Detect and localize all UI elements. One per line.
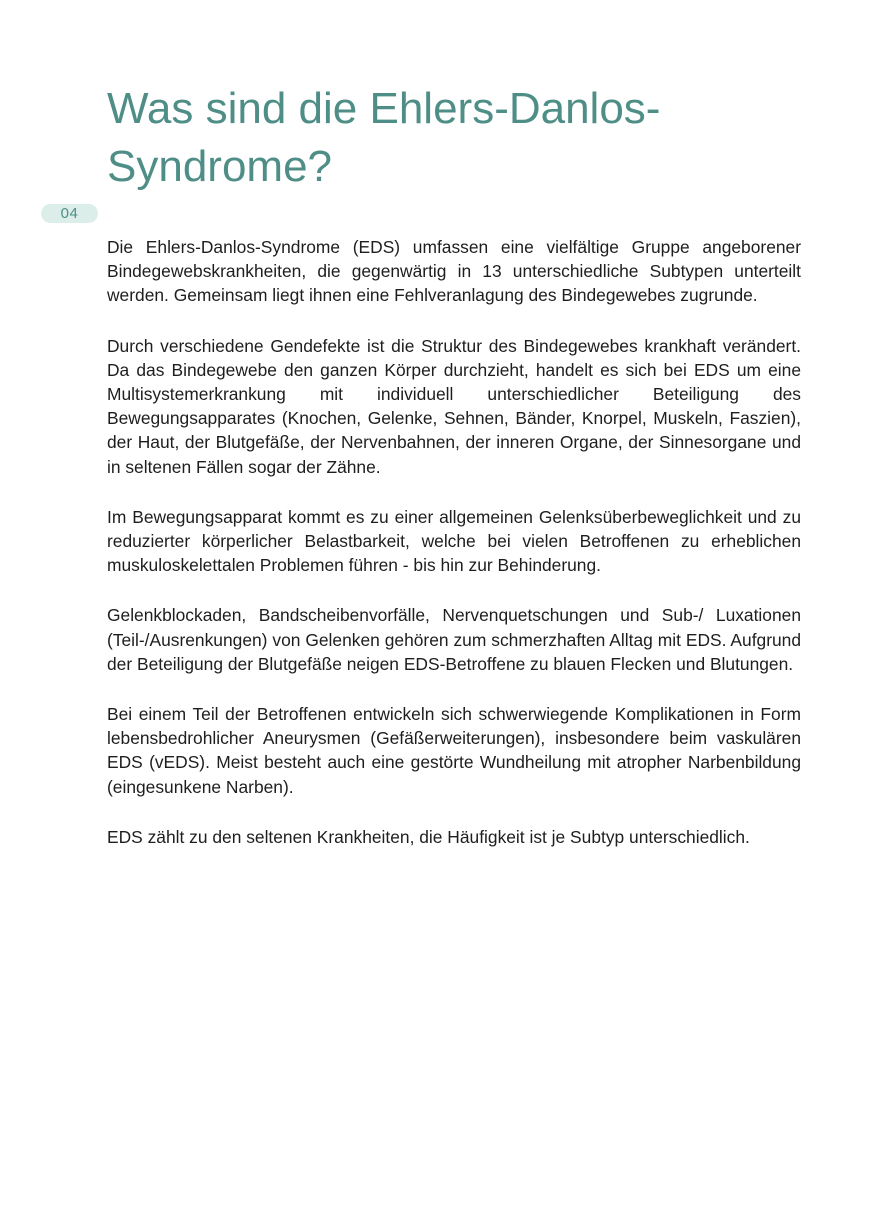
page-title-line-1: Was sind die Ehlers-Danlos- [107,84,661,133]
paragraph-gendefekte: Durch verschiedene Gendefekte ist die Struktur des Bindegewebes krankhaft verändert. Da das Bindegewebe den ganzen Körper durchzieht, handelt es sich bei EDS um eine Multisystemerkrankung mit individuell unterschiedlicher Beteiligung des Bewegungsapparates (Knochen, Gelenke, Sehnen, Bänder, Knorpel, Muskeln, Faszien), der Haut, der Blutgefäße, der Nervenbahnen, der inneren Organe, der Sinnesorgane und in seltenen Fällen sogar der Zähne. [107,335,801,477]
page-title-line-2: Syndrome? [107,142,333,191]
paragraph-haeufigkeit: EDS zählt zu den seltenen Krankheiten, die Häufigkeit ist je Subtyp unterschiedlich. [107,826,750,847]
paragraph-komplikationen: Bei einem Teil der Betroffenen entwickeln sich schwerwiegende Komplikationen in Form lebensbedrohlicher Aneurysmen (Gefäßerweiterungen), insbesondere beim vaskulären EDS (vEDS). Meist besteht auch eine gestörte Wundheilung mit atropher Narbenbildung (eingesunkene Narben). [107,704,801,797]
paragraph-bewegungsapparat: Im Bewegungsapparat kommt es zu einer allgemeinen Gelenksüberbeweglichkeit und zu reduzierter körperlicher Belastbarkeit, welche bei vielen Betroffenen zu erheblichen muskuloskelettalen Problemen führen - bis hin zur Behinderung. [107,506,801,576]
body-text [107,235,801,875]
paragraph-intro: Die Ehlers-Danlos-Syndrome (EDS) umfassen eine vielfältige Gruppe angeborener Bindegewebskrankheiten, die gegenwärtig in 13 unterschiedliche Subtypen unterteilt werden. Gemeinsam liegt ihnen eine Fehlveranlagung des Bindegewebes zugrunde. [107,237,801,306]
paragraph-gelenkblockaden: Gelenkblockaden, Bandscheibenvorfälle, Nervenquetschungen und Sub-/ Luxationen (Teil-/Ausrenkungen) von Gelenken gehören zum schmerzhaften Alltag mit EDS. Aufgrund der Beteiligung der Blutgefäße neigen EDS-Betroffene zu blauen Flecken und Blutungen. [107,605,801,674]
page-title [107,80,807,196]
page-number-badge: 04 [41,204,98,223]
